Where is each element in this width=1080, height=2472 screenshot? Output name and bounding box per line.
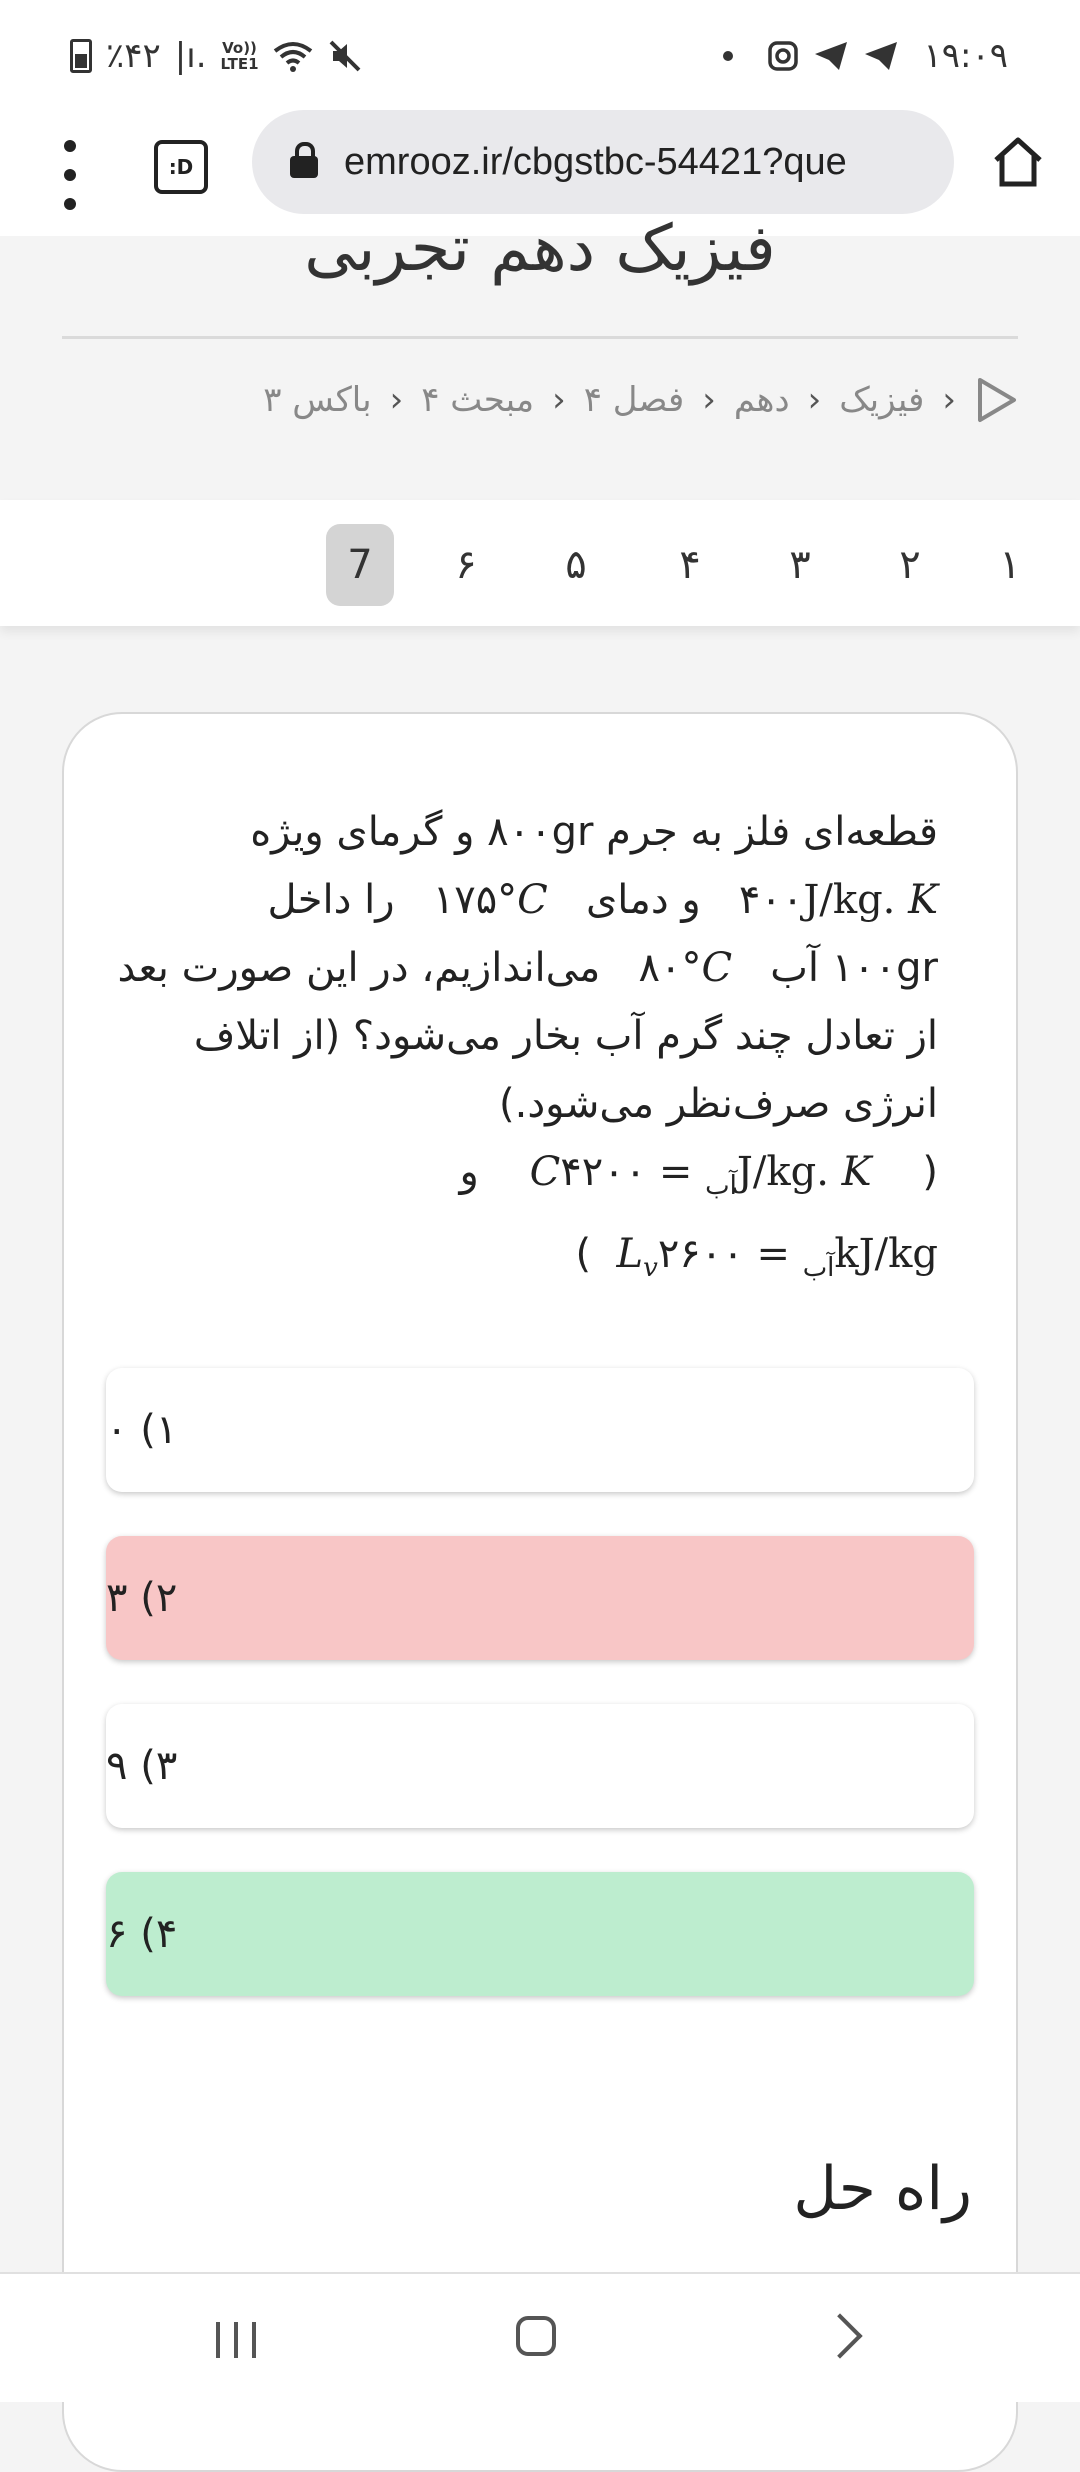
battery-level: ٪۴۲ xyxy=(106,36,161,76)
question-card xyxy=(62,712,1018,2472)
address-bar[interactable] xyxy=(252,110,954,214)
status-bar xyxy=(0,0,1080,110)
telegram-icon xyxy=(813,40,849,72)
divider xyxy=(62,336,1018,339)
chevron-left-icon: ‹ xyxy=(389,380,404,420)
clock: ۱۹:۰۹ xyxy=(923,36,1008,76)
back-icon[interactable] xyxy=(817,2313,862,2358)
home-button-icon[interactable] xyxy=(516,2316,556,2356)
option-label: ۳) ۹ xyxy=(106,1743,178,1789)
notification-dot-icon xyxy=(723,51,733,61)
battery-icon xyxy=(70,39,92,73)
question-text xyxy=(117,798,938,1302)
lte-indicator: Vo)) LTE1 xyxy=(220,39,259,73)
question-text-part: و xyxy=(459,1149,479,1195)
play-icon[interactable] xyxy=(974,376,1018,424)
menu-dots-icon[interactable] xyxy=(56,140,84,210)
breadcrumb xyxy=(58,376,1018,424)
option-3[interactable] xyxy=(106,1704,974,1828)
status-right xyxy=(723,36,1008,76)
url-text: emrooz.ir/cbgstbc-54421?que xyxy=(344,140,847,183)
breadcrumb-item-box[interactable]: باکس ۳ xyxy=(263,380,372,420)
status-left xyxy=(70,36,363,76)
question-line xyxy=(117,934,938,1002)
option-label: ۱) ۰ xyxy=(106,1407,178,1453)
lock-icon xyxy=(290,156,318,178)
question-line: از تعادل چند گرم آب بخار می‌شود؟ (از اتلاف xyxy=(193,1013,938,1059)
question-text-part: را داخل xyxy=(267,877,395,923)
question-line: ( C $_{آب}$ = ۴۲۰۰J/kg. K و xyxy=(459,1149,938,1201)
question-text-part: می‌اندازیم، در این صورت بعد xyxy=(117,945,601,991)
chevron-left-icon: ‹ xyxy=(807,380,822,420)
question-tabs xyxy=(0,500,1080,626)
breadcrumb-item-physics[interactable]: فیزیک xyxy=(839,380,925,420)
tab-3[interactable]: ۳ xyxy=(789,542,811,588)
signal-icon: |ı. xyxy=(174,36,207,76)
question-line: انرژی صرف‌نظر می‌شود.) xyxy=(499,1081,938,1127)
option-2-wrong[interactable] xyxy=(106,1536,974,1660)
page-header xyxy=(0,212,1080,500)
page-title: فیزیک دهم تجربی xyxy=(304,212,776,286)
question-text-part: و دمای xyxy=(585,877,701,923)
tab-2[interactable]: ۲ xyxy=(899,542,921,588)
option-label: ۲) ۳ xyxy=(106,1575,178,1621)
question-text-part: ۱۰۰gr آب xyxy=(770,945,938,991)
tab-6[interactable]: ۶ xyxy=(455,542,477,588)
mute-icon xyxy=(327,38,363,74)
question-line xyxy=(148,866,938,934)
instagram-icon xyxy=(767,40,799,72)
chevron-left-icon: ‹ xyxy=(552,380,566,420)
home-icon[interactable] xyxy=(988,134,1048,190)
math-expr: C $_{آب}$ = ۴۲۰۰J/kg. K xyxy=(529,1149,872,1201)
option-4-correct[interactable] xyxy=(106,1872,974,1996)
wifi-icon xyxy=(273,39,313,73)
breadcrumb-item-chapter[interactable]: فصل ۴ xyxy=(583,380,685,420)
chevron-left-icon: ‹ xyxy=(942,380,956,420)
tab-switcher-button[interactable]: :D xyxy=(154,140,208,194)
chevron-left-icon: ‹ xyxy=(702,380,716,420)
tab-5[interactable]: ۵ xyxy=(565,542,587,588)
question-line: $L_v$ $_{آب}$ = ۲۶۰۰kJ/kg ) xyxy=(575,1231,938,1283)
recent-apps-icon[interactable] xyxy=(216,2322,256,2358)
tab-7[interactable]: 7 xyxy=(326,524,394,606)
option-1[interactable] xyxy=(106,1368,974,1492)
math-expr: ۴۰۰J/kg. K xyxy=(738,877,938,923)
breadcrumb-item-grade[interactable]: دهم xyxy=(733,380,790,420)
math-expr: ۸۰°C xyxy=(638,945,733,991)
tab-4[interactable]: ۴ xyxy=(679,542,701,588)
system-nav-bar xyxy=(0,2272,1080,2402)
math-expr: $L_v$ $_{آب}$ = ۲۶۰۰kJ/kg xyxy=(616,1231,938,1283)
telegram-icon-2 xyxy=(863,40,899,72)
math-expr: ۱۷۵°C xyxy=(432,877,548,923)
tab-1[interactable]: ۱ xyxy=(999,542,1021,588)
option-label: ۴) ۶ xyxy=(106,1911,178,1957)
breadcrumb-item-topic[interactable]: مبحث ۴ xyxy=(421,380,535,420)
question-line: قطعه‌ای فلز به جرم ۸۰۰gr و گرمای ویژه xyxy=(250,809,938,855)
solution-heading: راه حل xyxy=(793,2154,972,2224)
